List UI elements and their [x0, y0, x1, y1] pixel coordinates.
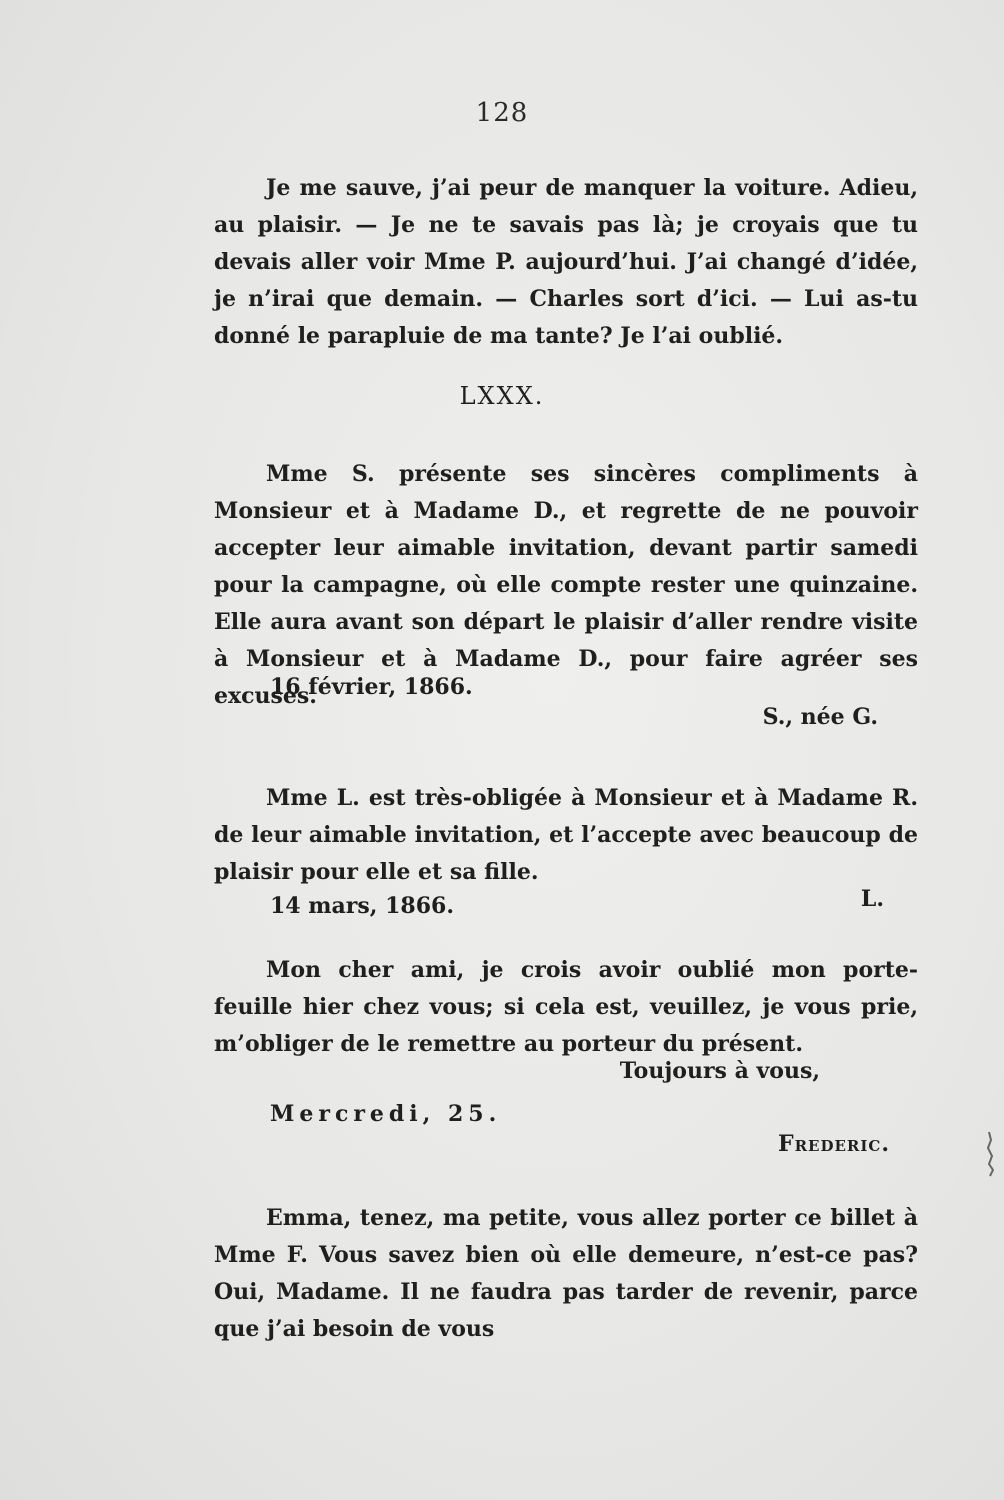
note-block-3 [214, 952, 918, 1063]
dialogue-paragraph-1: Je me sauve, j’ai peur de manquer la voiture. Adieu, au plaisir. — Je ne te savais pas là; je croyais que tu devais aller voir Mme P. aujourd’hui. J’ai changé d’idée, je n’irai que demain. — Charles sort d’ici. — Lui as-tu donné le parapluie de ma tante? Je l’ai oublié. [214, 175, 918, 349]
note-3-closing: Toujours à vous, [619, 1058, 820, 1084]
note-1-date: 16 février, 1866. [270, 674, 473, 700]
note-3-paragraph: Mon cher ami, je crois avoir oublié mon porte-feuille hier chez vous; si cela est, veuillez, je vous prie, m’obliger de le remettre au porteur du présent. [214, 957, 918, 1057]
note-1-signature: S., née G. [762, 704, 878, 730]
note-1-paragraph: Mme S. présente ses sincères compliments à Monsieur et à Madame D., et regrette de ne pouvoir accepter leur aimable invitation, devant partir samedi pour la campagne, où elle compte rester une quinzaine. Elle aura avant son départ le plaisir d’aller rendre visite à Monsieur et à Madame D., pour faire agréer ses excuses. [214, 461, 918, 709]
dialogue-block-2 [214, 1200, 918, 1348]
section-heading: LXXX. [459, 382, 545, 410]
note-2-date: 14 mars, 1866. [270, 893, 454, 919]
note-3-signature: Frederic. [777, 1131, 890, 1157]
dialogue-block-1 [214, 170, 918, 355]
dialogue-paragraph-2: Emma, tenez, ma petite, vous allez porter ce billet à Mme F. Vous savez bien où elle demeure, n’est-ce pas? Oui, Madame. Il ne faudra pas tarder de revenir, parce que j’ai besoin de vous [214, 1205, 918, 1342]
page-number: 128 [475, 98, 529, 128]
edge-smudge-icon [982, 1130, 996, 1178]
note-2-signature: L. [860, 886, 884, 912]
note-2-paragraph: Mme L. est très-obligée à Monsieur et à Madame R. de leur aimable invitation, et l’accepte avec beaucoup de plaisir pour elle et sa fille. [214, 785, 918, 885]
note-block-2 [214, 780, 918, 891]
note-3-date: Mercredi, 25. [270, 1101, 502, 1127]
page-edge-mark [982, 1130, 996, 1178]
